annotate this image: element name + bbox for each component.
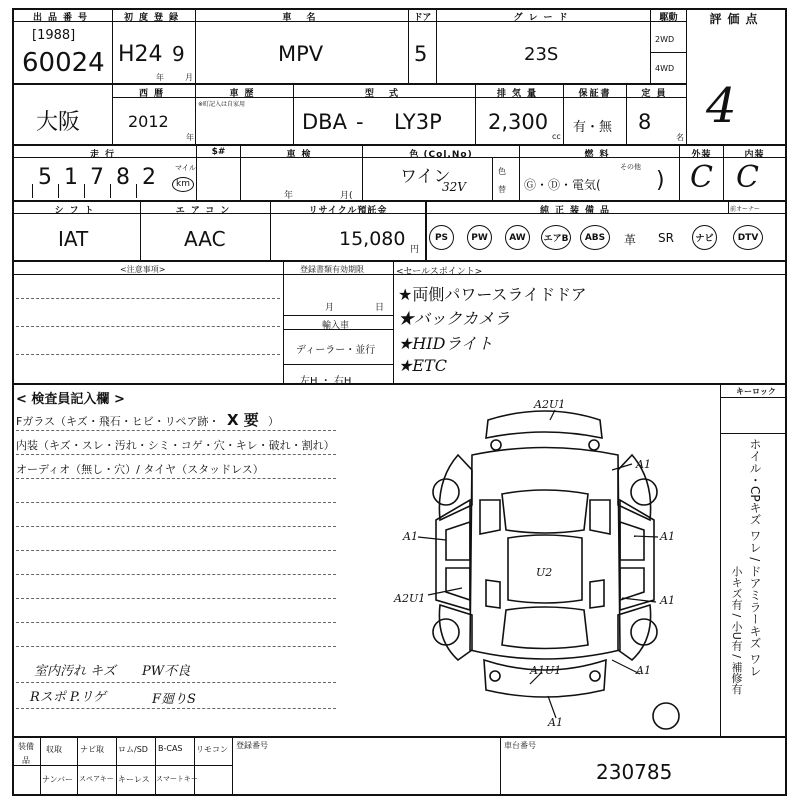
recycle-value: 15,080 — [339, 228, 406, 250]
sales-point-3: ★HIDライト — [398, 334, 493, 353]
western-year-value: 2012 — [128, 112, 169, 131]
chassis-label: 車台番号 — [504, 741, 536, 750]
equipment-item: AW — [505, 225, 530, 250]
drive-2wd: 2WD — [655, 35, 675, 44]
first-reg-era-year: H24 — [118, 42, 163, 67]
mileage-digit: 5 — [38, 165, 52, 190]
interior-value: C — [736, 160, 759, 195]
lot-number: 60024 — [22, 48, 105, 78]
recycle-label: リサイクル預託金 — [308, 206, 388, 216]
color-change-label: 色替 — [498, 167, 506, 194]
capacity-unit: 名 — [676, 133, 684, 142]
rating-label: 評価点 — [709, 12, 764, 26]
fuel-other: その他 — [620, 163, 641, 171]
mileage-label: 走行 — [89, 150, 120, 160]
shift-label: シフト — [54, 206, 100, 216]
equipment-item: ABS — [580, 225, 610, 250]
type-prefix: DBA — [302, 110, 347, 134]
color-label: 色 (Col.No) — [409, 150, 473, 160]
footer-label-3: ロム/SD — [118, 745, 148, 754]
lot-label: 出品番号 — [32, 13, 93, 23]
sales-point-1: ★両側パワースライドドア — [398, 285, 587, 304]
warranty-label: 保証書 — [578, 89, 612, 99]
type-code: LY3P — [394, 110, 442, 134]
footer-label-equip: 装備品 — [18, 742, 34, 765]
doors-label: ドア — [413, 13, 432, 23]
fuel-paren: ) — [656, 168, 665, 193]
aircon-label: エアコン — [175, 206, 236, 216]
reg-cert-label: 登録書類有効期限 — [300, 265, 364, 274]
displacement-label: 排気量 — [496, 89, 542, 99]
mileage-digit: 1 — [64, 165, 78, 190]
history-label: 車歴 — [229, 89, 260, 99]
footer-label-5: リモコン — [196, 745, 228, 754]
reg-day: 日 — [375, 303, 385, 313]
fuel-value: Ⓖ・Ⓓ・電気( — [524, 178, 601, 192]
model-value: MPV — [278, 42, 324, 66]
western-year-label: 西暦 — [138, 89, 169, 99]
hand-note-1a: 室内汚れ キズ — [34, 664, 116, 679]
inspector-line1-mark: X 要 — [227, 411, 259, 429]
sales-label: <セールスポイント> — [396, 267, 483, 277]
month-unit: 月 — [185, 73, 193, 82]
year-unit: 年 — [156, 73, 164, 82]
footer-label-6: ナンバー — [42, 775, 74, 784]
handle-value: 左H ・ 右H — [300, 376, 352, 387]
side-note-2: 小キズ有 / 小U有 / 補修有 — [730, 566, 743, 695]
equipment-item: 革 — [624, 233, 637, 247]
model-label: 車 名 — [282, 13, 322, 23]
rating-value: 4 — [706, 78, 737, 134]
pre-owner-label: 前オーナー — [730, 206, 761, 213]
displacement-value: 2,300 — [488, 110, 549, 134]
fuel-label: 燃料 — [584, 150, 615, 160]
inspection-month: 月( — [340, 191, 353, 201]
mark-left-lower: A2U1 — [394, 592, 426, 605]
type-dash: - — [356, 110, 364, 134]
lot-bracket: [1988] — [32, 28, 76, 43]
doors-value: 5 — [414, 42, 428, 66]
equipment-item: ナビ — [692, 225, 717, 250]
location-value: 大阪 — [36, 110, 81, 135]
side-note: ホイル・CPキズ ワレ / ドアミラーキズ ワレ — [748, 438, 762, 677]
recycle-unit: 円 — [410, 245, 420, 255]
mileage-unit-km: km — [172, 177, 194, 192]
equipment-item: エアB — [541, 225, 571, 250]
color-code: 32V — [442, 180, 466, 194]
mark-right-lower: A1 — [660, 594, 675, 607]
caution-label: <注意事項> — [120, 265, 166, 274]
mark-bottom: A1 — [548, 716, 563, 729]
first-reg-label: 初度登録 — [123, 13, 184, 23]
equipment-item: SR — [658, 231, 674, 245]
footer-label-7: スペアキー — [79, 775, 114, 783]
mileage-digit: 7 — [90, 165, 104, 190]
equipment-item: PW — [467, 225, 492, 250]
sales-point-4: ★ETC — [398, 356, 447, 375]
mileage-unit-mile: マイル — [175, 164, 196, 172]
shift-value: IAT — [58, 227, 89, 251]
inspector-line1-end: ） — [268, 415, 279, 428]
import-label: 輸入車 — [322, 321, 350, 331]
equipment-item: PS — [429, 225, 454, 250]
inspector-line2: 内装（キズ・スレ・汚れ・シミ・コゲ・穴・キレ・破れ・割れ） — [16, 439, 335, 452]
equipment-item: DTV — [733, 225, 763, 250]
mark-right-bottom: A1 — [636, 664, 651, 677]
drive-label: 駆動 — [659, 13, 678, 23]
hand-note-1b: PW不良 — [142, 664, 191, 679]
inspector-line3: オーディオ（無し・穴）/ タイヤ（スタッドレス） — [16, 463, 264, 476]
western-year-unit: 年 — [186, 133, 194, 142]
first-reg-month: 9 — [172, 42, 185, 66]
reg-month: 月 — [325, 303, 335, 313]
inspection-label: 車検 — [286, 150, 317, 160]
equipment-label: 純正装備品 — [539, 206, 615, 216]
mark-right-mid: A1 — [660, 530, 675, 543]
hand-note-2b: F廻りS — [152, 692, 196, 707]
mileage-digit: 8 — [116, 165, 130, 190]
chassis-number: 230785 — [596, 760, 673, 784]
grade-value: 23S — [524, 44, 559, 65]
interior-label: 内装 — [744, 150, 765, 160]
footer-label-1: 収取 — [46, 745, 62, 754]
type-label: 型 式 — [364, 89, 405, 99]
grade-label: グレード — [513, 13, 574, 23]
mark-left-mid: A1 — [403, 530, 418, 543]
drive-4wd: 4WD — [655, 64, 675, 73]
warranty-value: 有・無 — [573, 120, 613, 135]
hand-note-2a: Rスポ P.リゲ — [30, 690, 106, 705]
key-lock-label: キーロック — [736, 387, 776, 396]
capacity-value: 8 — [638, 110, 652, 134]
exterior-label: 外装 — [691, 150, 712, 160]
inspection-year: 年 — [284, 191, 294, 201]
inspector-title: < 検査員記入欄 > — [16, 392, 125, 407]
mark-top: A2U1 — [534, 398, 566, 411]
footer-label-2: ナビ取 — [80, 745, 104, 754]
sales-point-2: ★バックカメラ — [398, 309, 511, 328]
aircon-value: AAC — [184, 227, 226, 251]
meter-label: $# — [211, 147, 226, 157]
import-value: ディーラー・並行 — [296, 345, 376, 356]
mark-roof: U2 — [536, 566, 553, 579]
mark-rear: A1U1 — [530, 664, 562, 677]
footer-label-9: スマートキー — [156, 775, 198, 783]
exterior-value: C — [690, 160, 713, 195]
footer-label-4: B-CAS — [158, 744, 183, 753]
inspector-line1: Fガラス（キズ・飛石・ヒビ・リペア跡・ — [16, 415, 220, 428]
displacement-unit: cc — [552, 132, 561, 141]
mark-right-upper: A1 — [636, 458, 651, 471]
reg-number-label: 登録番号 — [236, 741, 268, 750]
history-note: ※町記入は自家用 — [198, 101, 246, 108]
capacity-label: 定員 — [641, 89, 672, 99]
footer-label-8: キーレス — [118, 775, 150, 784]
mileage-digit: 2 — [142, 165, 156, 190]
color-value: ワイン — [400, 167, 451, 187]
